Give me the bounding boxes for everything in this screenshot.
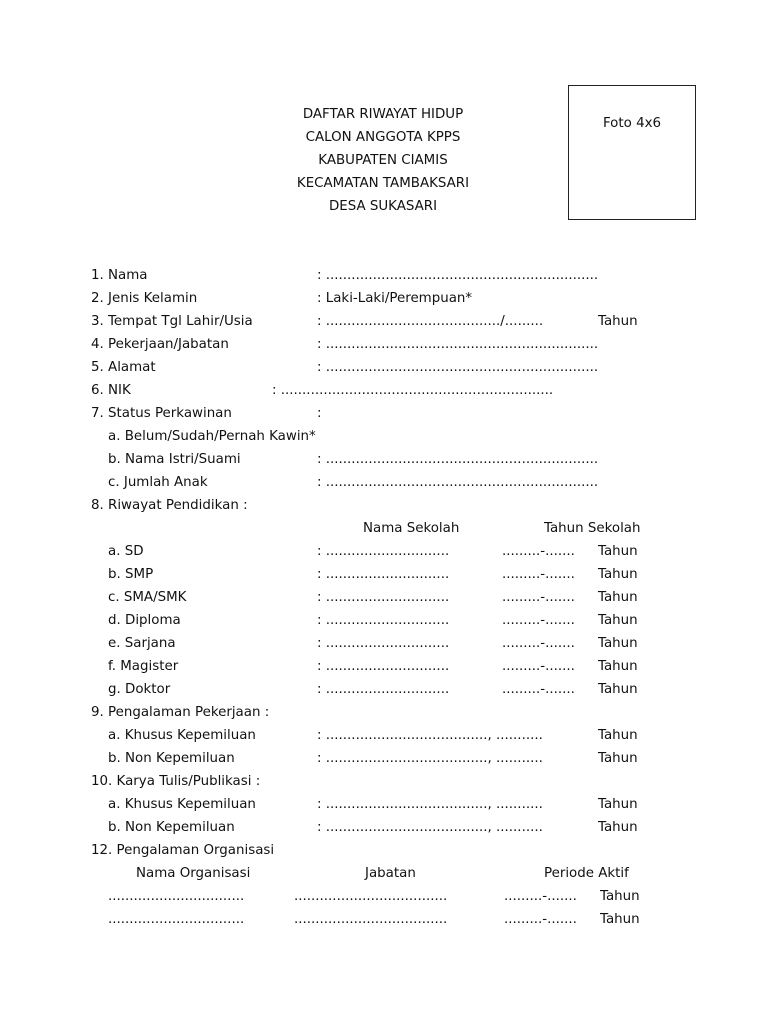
karya-tulis-row-label: b. Non Kepemiluan bbox=[108, 820, 235, 835]
field-jenis-kelamin-label: 2. Jenis Kelamin bbox=[91, 291, 198, 306]
field-ttl-label: 3. Tempat Tgl Lahir/Usia bbox=[91, 314, 253, 329]
organisasi-row-position: .................................... bbox=[294, 912, 448, 927]
pendidikan-row-label: b. SMP bbox=[108, 567, 154, 582]
section-karya-tulis-label: 10. Karya Tulis/Publikasi : bbox=[91, 774, 261, 789]
pendidikan-row-unit: Tahun bbox=[598, 544, 638, 559]
pendidikan-row-unit: Tahun bbox=[598, 567, 638, 582]
pendidikan-row-year: .........-....... bbox=[502, 659, 575, 674]
pendidikan-row-label: g. Doktor bbox=[108, 682, 171, 697]
field-status-b-value: : ................................................................ bbox=[317, 452, 599, 467]
pendidikan-row-unit: Tahun bbox=[598, 659, 638, 674]
field-status-a-label: a. Belum/Sudah/Pernah Kawin* bbox=[108, 429, 316, 444]
pendidikan-row-year: .........-....... bbox=[502, 590, 575, 605]
organisasi-row-name: ................................ bbox=[108, 889, 245, 904]
karya-tulis-row-unit: Tahun bbox=[598, 820, 638, 835]
organisasi-col-name: Nama Organisasi bbox=[136, 866, 251, 881]
pendidikan-row-school: : ............................. bbox=[317, 590, 450, 605]
field-status-c-label: c. Jumlah Anak bbox=[108, 475, 208, 490]
organisasi-row-period: .........-....... bbox=[504, 912, 577, 927]
field-status-colon: : bbox=[317, 406, 322, 421]
karya-tulis-row-label: a. Khusus Kepemiluan bbox=[108, 797, 256, 812]
document-subtitle-kabupaten: KABUPATEN CIAMIS bbox=[318, 153, 448, 168]
pengalaman-kerja-row-label: b. Non Kepemiluan bbox=[108, 751, 235, 766]
field-alamat-label: 5. Alamat bbox=[91, 360, 156, 375]
document-subtitle-kpps: CALON ANGGOTA KPPS bbox=[305, 130, 461, 145]
field-nik-value: : ................................................................ bbox=[272, 383, 554, 398]
organisasi-col-position: Jabatan bbox=[365, 866, 416, 881]
pendidikan-row-school: : ............................. bbox=[317, 636, 450, 651]
pendidikan-row-unit: Tahun bbox=[598, 590, 638, 605]
field-jenis-kelamin-value: : Laki-Laki/Perempuan* bbox=[317, 291, 473, 306]
pendidikan-row-label: d. Diploma bbox=[108, 613, 181, 628]
field-status-c-value: : ................................................................ bbox=[317, 475, 599, 490]
section-organisasi-label: 12. Pengalaman Organisasi bbox=[91, 843, 275, 858]
pendidikan-row-unit: Tahun bbox=[598, 682, 638, 697]
photo-label: Foto 4x6 bbox=[602, 116, 662, 131]
pendidikan-row-label: a. SD bbox=[108, 544, 144, 559]
karya-tulis-row-value: : ......................................, ........... bbox=[317, 797, 543, 812]
pendidikan-row-school: : ............................. bbox=[317, 659, 450, 674]
field-status-b-label: b. Nama Istri/Suami bbox=[108, 452, 241, 467]
pendidikan-row-school: : ............................. bbox=[317, 613, 450, 628]
document-title: DAFTAR RIWAYAT HIDUP bbox=[302, 107, 464, 122]
organisasi-col-period: Periode Aktif bbox=[544, 866, 629, 881]
karya-tulis-row-unit: Tahun bbox=[598, 797, 638, 812]
field-nama-value: : ................................................................ bbox=[317, 268, 599, 283]
pengalaman-kerja-row-value: : ......................................, ........... bbox=[317, 751, 543, 766]
field-status-label: 7. Status Perkawinan bbox=[91, 406, 232, 421]
pendidikan-row-label: c. SMA/SMK bbox=[108, 590, 187, 605]
photo-placeholder-box bbox=[568, 85, 696, 220]
pendidikan-row-label: f. Magister bbox=[108, 659, 179, 674]
document-subtitle-kecamatan: KECAMATAN TAMBAKSARI bbox=[296, 176, 470, 191]
pendidikan-row-unit: Tahun bbox=[598, 613, 638, 628]
pendidikan-row-year: .........-....... bbox=[502, 544, 575, 559]
pendidikan-row-school: : ............................. bbox=[317, 544, 450, 559]
document-subtitle-desa: DESA SUKASARI bbox=[328, 199, 438, 214]
pengalaman-kerja-row-unit: Tahun bbox=[598, 728, 638, 743]
pendidikan-row-school: : ............................. bbox=[317, 682, 450, 697]
field-nama-label: 1. Nama bbox=[91, 268, 148, 283]
organisasi-row-name: ................................ bbox=[108, 912, 245, 927]
pendidikan-row-year: .........-....... bbox=[502, 613, 575, 628]
pendidikan-row-year: .........-....... bbox=[502, 682, 575, 697]
organisasi-row-period: .........-....... bbox=[504, 889, 577, 904]
field-pekerjaan-value: : ................................................................ bbox=[317, 337, 599, 352]
field-ttl-value: : ........................................./......... bbox=[317, 314, 544, 329]
pendidikan-row-unit: Tahun bbox=[598, 636, 638, 651]
section-pendidikan-label: 8. Riwayat Pendidikan : bbox=[91, 498, 248, 513]
pendidikan-row-school: : ............................. bbox=[317, 567, 450, 582]
pendidikan-row-year: .........-....... bbox=[502, 636, 575, 651]
field-ttl-unit: Tahun bbox=[598, 314, 638, 329]
section-pengalaman-kerja-label: 9. Pengalaman Pekerjaan : bbox=[91, 705, 270, 720]
field-nik-label: 6. NIK bbox=[91, 383, 131, 398]
pengalaman-kerja-row-unit: Tahun bbox=[598, 751, 638, 766]
organisasi-row-unit: Tahun bbox=[600, 889, 640, 904]
pendidikan-row-label: e. Sarjana bbox=[108, 636, 176, 651]
field-pekerjaan-label: 4. Pekerjaan/Jabatan bbox=[91, 337, 229, 352]
pengalaman-kerja-row-value: : ......................................, ........... bbox=[317, 728, 543, 743]
karya-tulis-row-value: : ......................................, ........... bbox=[317, 820, 543, 835]
pendidikan-row-year: .........-....... bbox=[502, 567, 575, 582]
organisasi-row-unit: Tahun bbox=[600, 912, 640, 927]
pengalaman-kerja-row-label: a. Khusus Kepemiluan bbox=[108, 728, 256, 743]
pendidikan-col-year: Tahun Sekolah bbox=[544, 521, 641, 536]
field-alamat-value: : ................................................................ bbox=[317, 360, 599, 375]
organisasi-row-position: .................................... bbox=[294, 889, 448, 904]
pendidikan-col-school: Nama Sekolah bbox=[363, 521, 460, 536]
